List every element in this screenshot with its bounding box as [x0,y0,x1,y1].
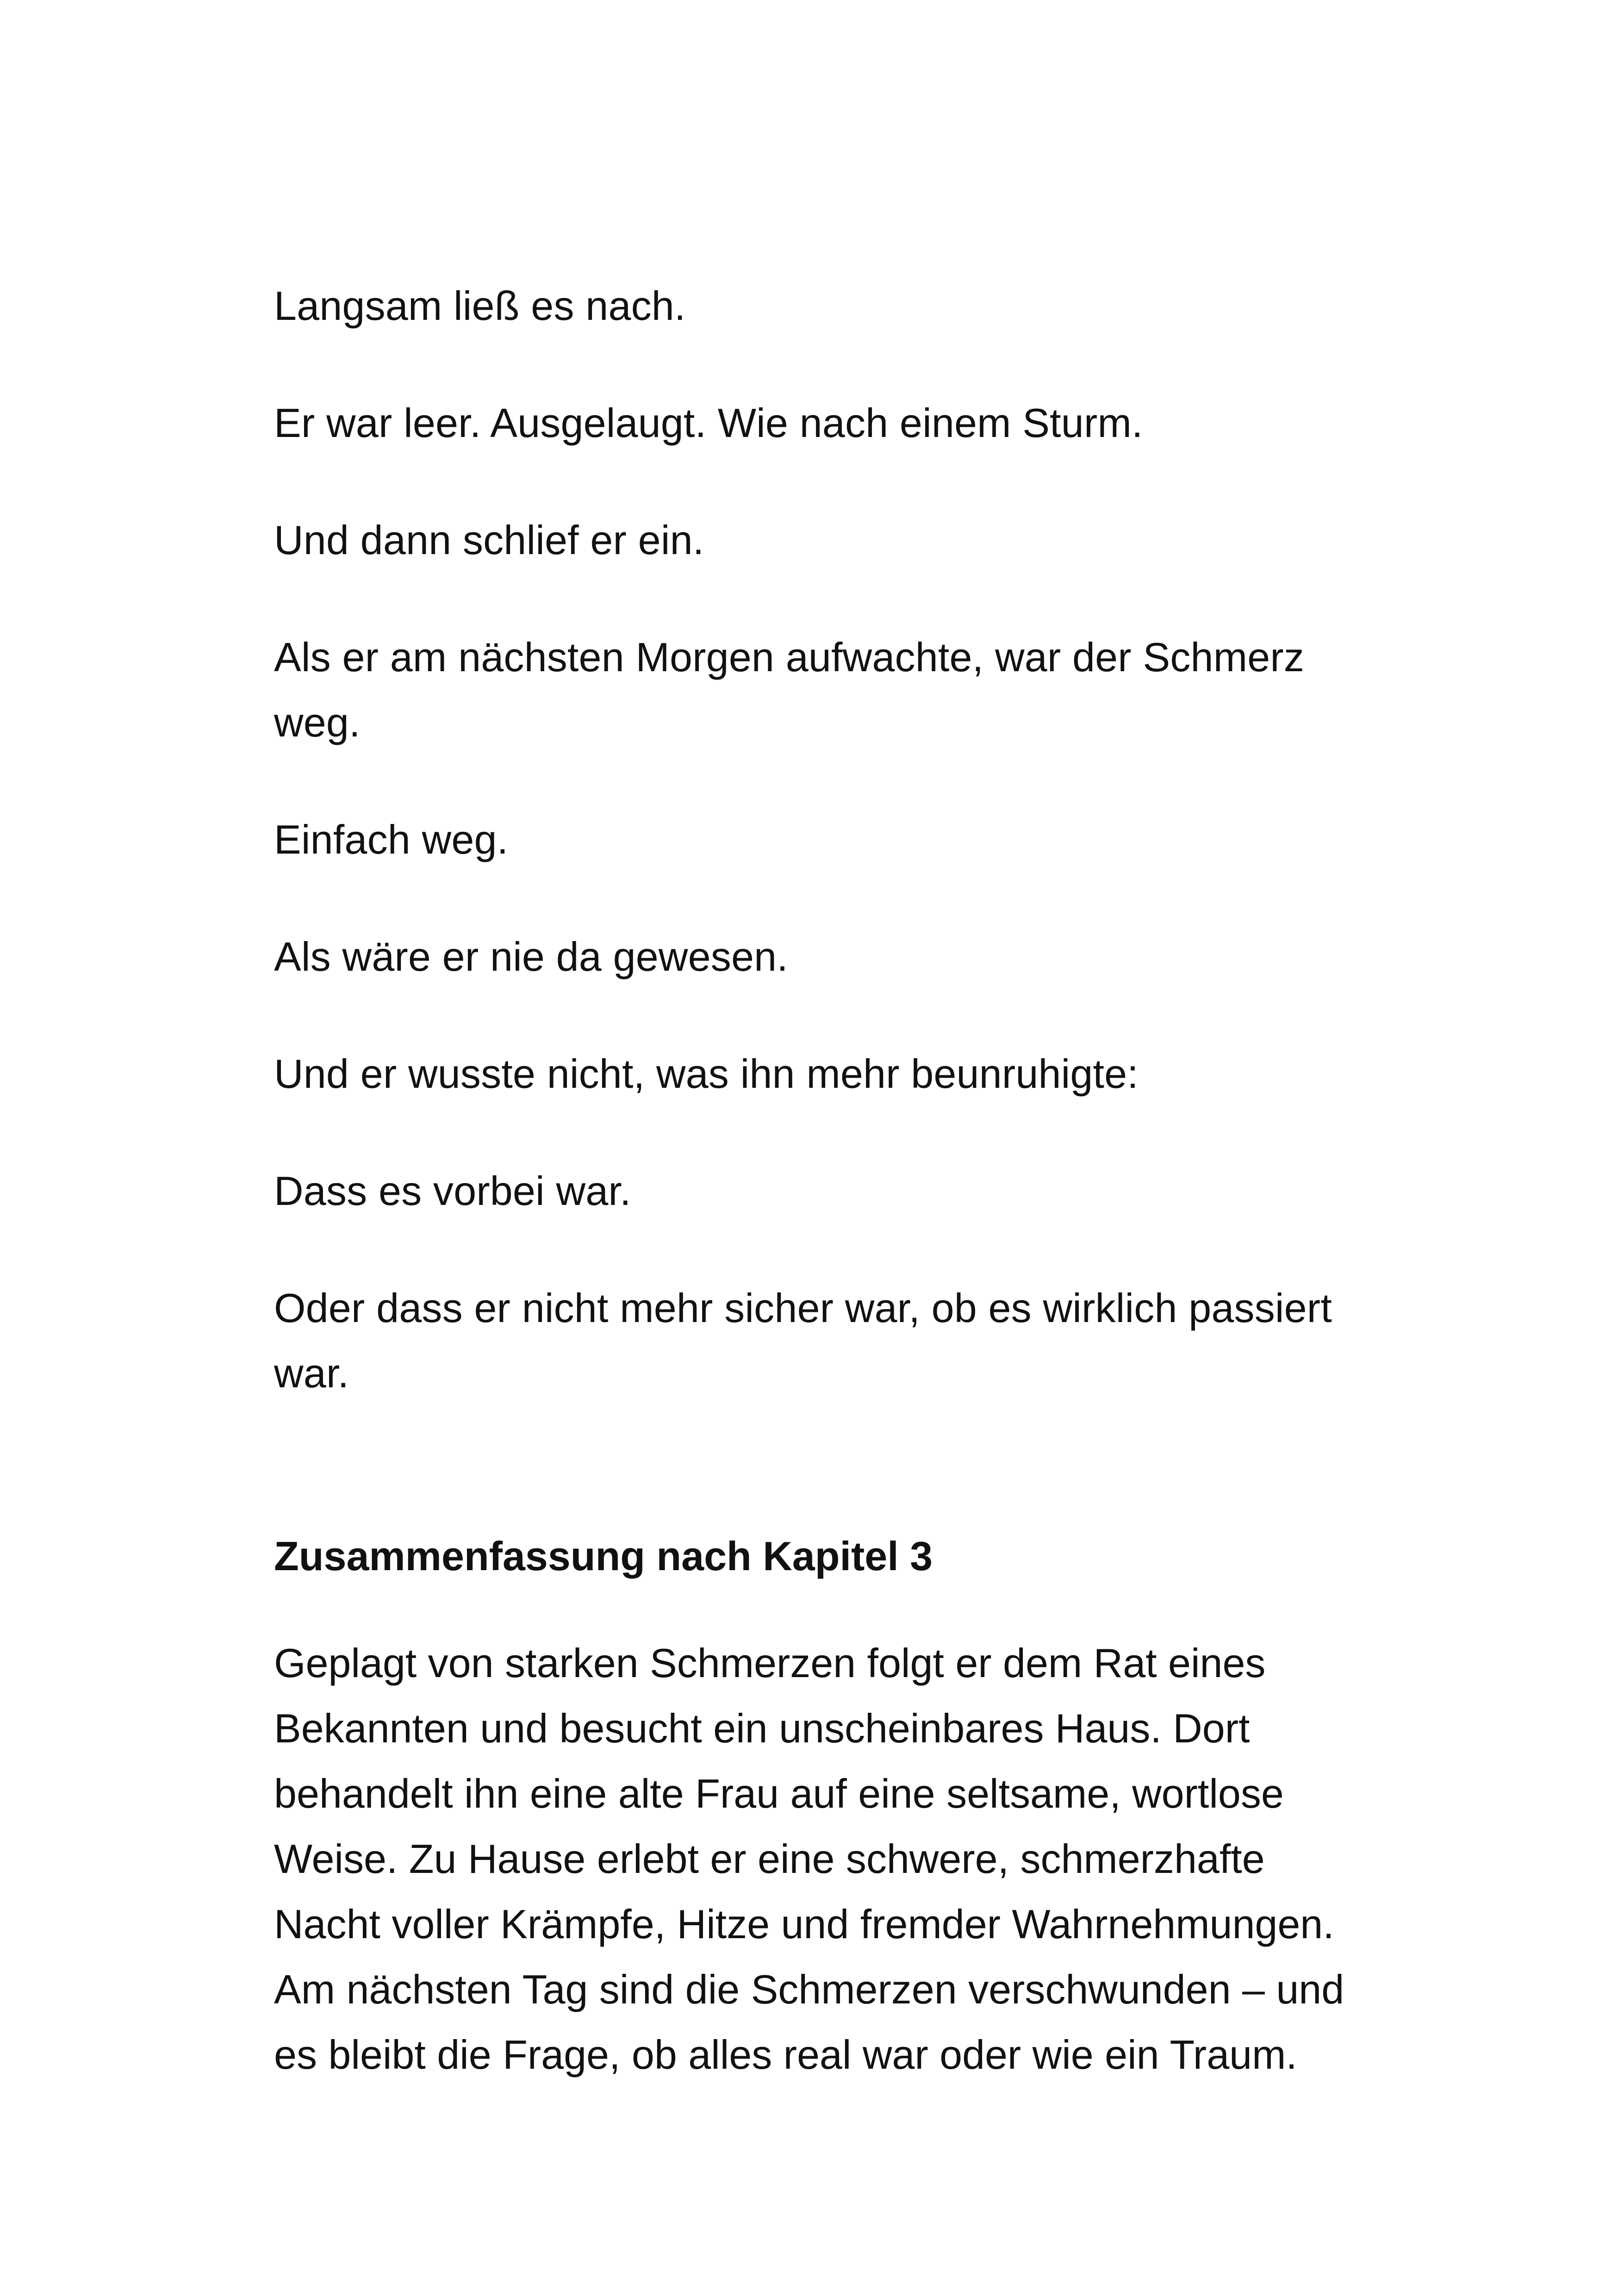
paragraph: Langsam ließ es nach. [274,283,686,329]
summary-heading: Zusammenfassung nach Kapitel 3 [274,1533,933,1579]
paragraph: Und dann schlief er ein. [274,517,704,563]
paragraph: Einfach weg. [274,817,509,862]
paragraph: Er war leer. Ausgelaugt. Wie nach einem Sturm. [274,400,1143,446]
paragraph: Und er wusste nicht, was ihn mehr beunruhigte: [274,1051,1139,1097]
summary-paragraph: Geplagt von starken Schmerzen folgt er dem Rat eines Bekannten und besucht ein unscheinbares Haus. Dort behandelt ihn eine alte Frau auf eine seltsame, wortlose Weise. Zu Hause erlebt er eine schwere, schmerzhafte Nacht voller Krämpfe, Hitze und fremder Wahrnehmungen. Am nächsten Tag sind die Schmerzen verschwunden – und es bleibt die Frage, ob alles real war oder wie ein Traum. [274,1640,1344,2078]
paragraph: Als wäre er nie da gewesen. [274,934,788,980]
paragraph: Dass es vorbei war. [274,1168,631,1214]
document-body [274,273,1375,2087]
paragraph: Oder dass er nicht mehr sicher war, ob es wirklich passiert war. [274,1285,1332,1396]
paragraph: Als er am nächsten Morgen aufwachte, war der Schmerz weg. [274,634,1305,745]
